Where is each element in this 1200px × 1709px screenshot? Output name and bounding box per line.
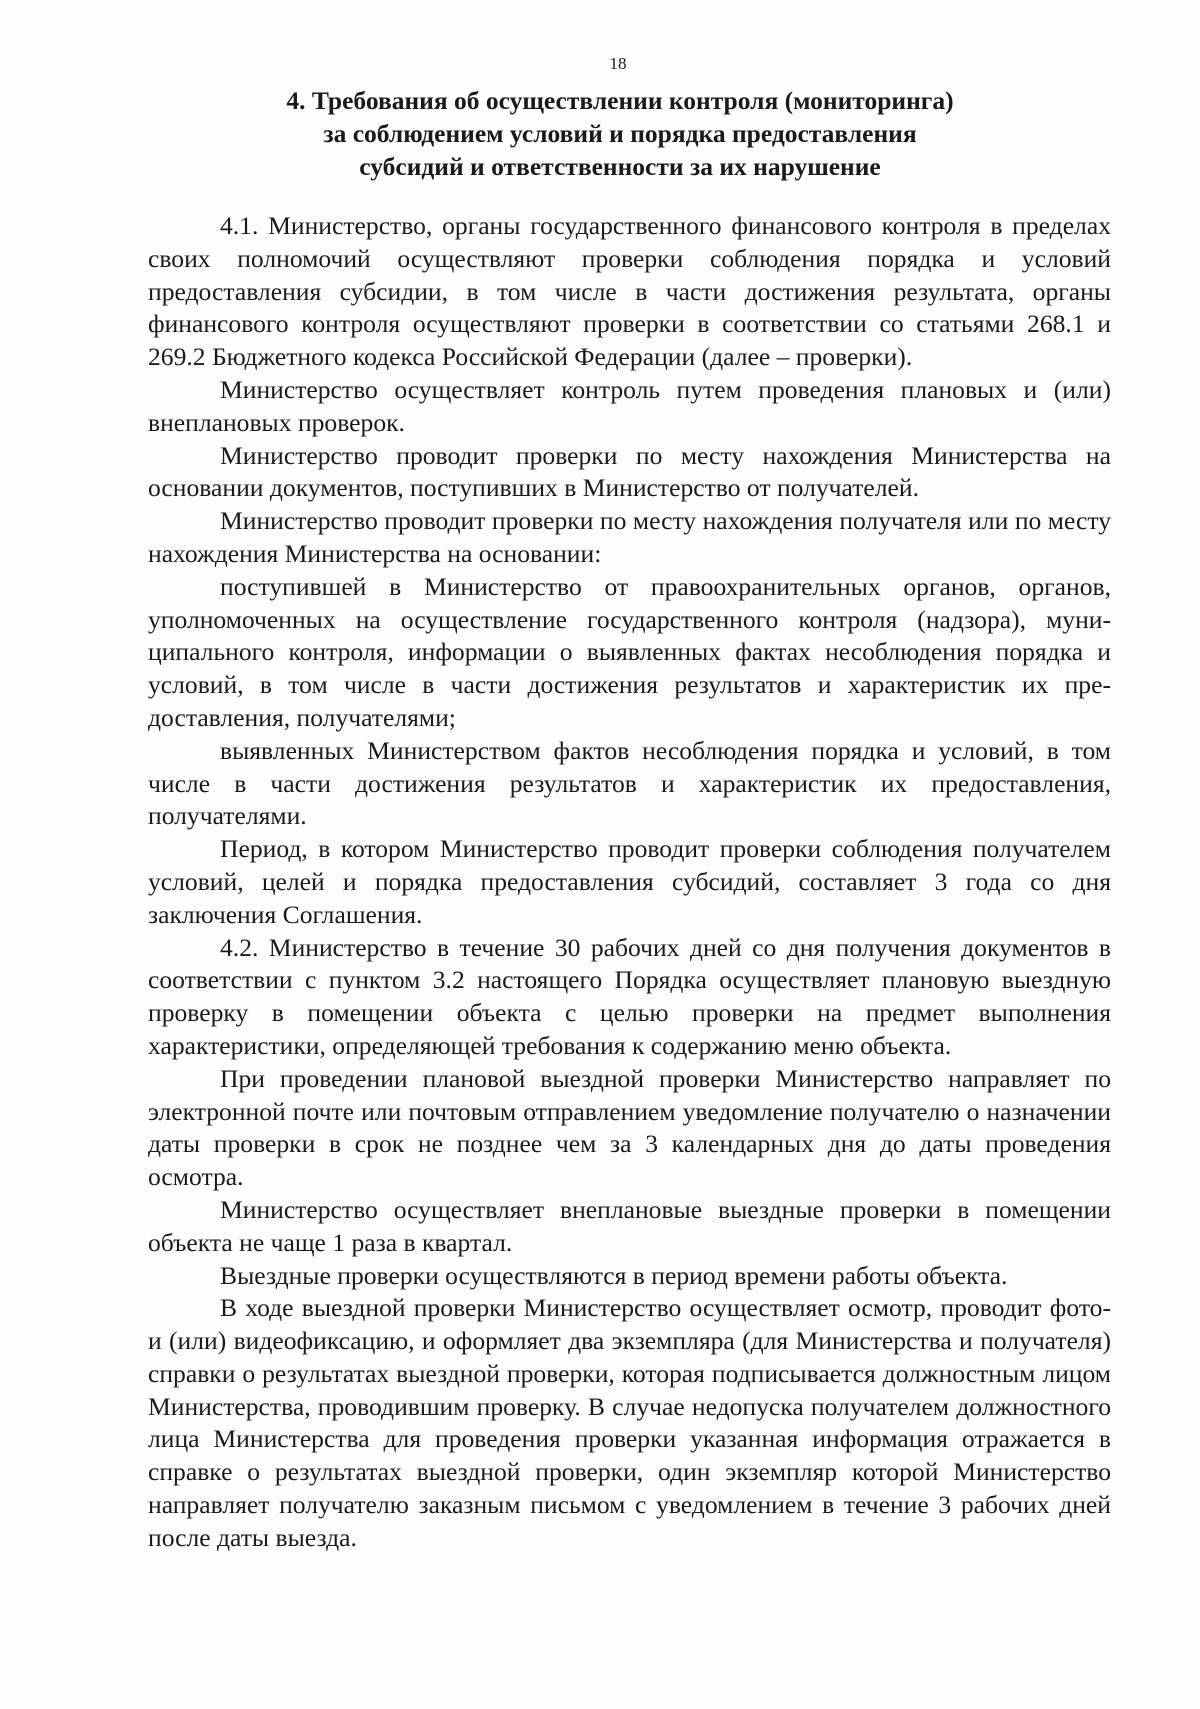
section-heading-line: за соблюдением условий и порядка предоставления: [323, 119, 917, 148]
section-heading-line: 4. Требования об осуществлении контроля (мониторинга): [286, 86, 954, 115]
section-heading-line: субсидий и ответственности за их нарушение: [359, 152, 881, 181]
section-heading: [140, 84, 1100, 183]
paragraph: Министерство проводит проверки по месту нахождения получателя или по месту нахождения Министерства на основании:: [148, 506, 1111, 568]
paragraph: Министерство осуществляет контроль путем проведения плановых и (или) внеплановых проверок.: [148, 374, 1111, 437]
page-number: 18: [609, 54, 627, 73]
paragraph: Период, в котором Министерство проводит проверки соблюдения получателем условий, целей и порядка предоставления субсидий, составляет 3 года со дня заключения Соглашения.: [148, 834, 1111, 929]
paragraph: Министерство проводит проверки по месту нахождения Министерства на основании документов, поступивших в Министерство от получателей.: [148, 440, 1111, 503]
paragraph: поступившей в Министерство от правоохранительных органов, органов, уполномоченных на осуществление государственного контроля (надзора), муниципального контроля, информации о выявленных фактах несоблюдения порядка и условий, в том числе в части достижения результатов и характеристик их предоставления, получателями;: [148, 571, 1111, 732]
paragraph: При проведении плановой выездной проверки Министерство направляет по электронной почте или почтовым отправлением уведомление получателю о назначении даты проверки в срок не позднее чем за 3 календарных дня до даты проведения осмотра.: [148, 1063, 1111, 1192]
paragraph: В ходе выездной проверки Министерство осуществляет осмотр, проводит фото- и (или) видеофиксацию, и оформляет два экземпляра (для Министерства и получателя) справки о результатах выездной проверки, которая подписывается должностным лицом Министерства, проводившим проверку. В случае недопуска получателем должностного лица Министерства для проведения проверки указанная информация отражается в справке о результатах выездной проверки, один экземпляр которой Министерство направляет получателю заказным письмом с уведомлением в течение 3 рабочих дней после даты выезда.: [148, 1293, 1111, 1552]
paragraph-4-2: 4.2. Министерство в течение 30 рабочих дней со дня получения документов в соответствии с пунктом 3.2 настоящего Порядка осуществляет плановую выездную проверку в помещении объекта с целью проверки на предмет выполнения характеристики, определяющей требования к содержанию меню объекта.: [148, 932, 1111, 1060]
paragraph-4-1: 4.1. Министерство, органы государственного финансового контроля в пределах своих полномочий осуществляют проверки соблюдения порядка и условий предоставления субсидии, в том числе в части достижения результата, органы финансового контроля осуществляют проверки в соответствии со статьями 268.1 и 269.2 Бюджетного кодекса Российской Федерации (далее – проверки).: [148, 211, 1111, 372]
section-body: [148, 210, 1111, 1555]
paragraph: Выездные проверки осуществляются в период времени работы объекта.: [220, 1260, 1008, 1290]
paragraph: выявленных Министерством фактов несоблюдения порядка и условий, в том числе в части достижения результатов и характеристик их предоставления, получателями.: [148, 735, 1111, 831]
paragraph: Министерство осуществляет внеплановые выездные проверки в помещении объекта не чаще 1 раза в квартал.: [148, 1194, 1111, 1257]
